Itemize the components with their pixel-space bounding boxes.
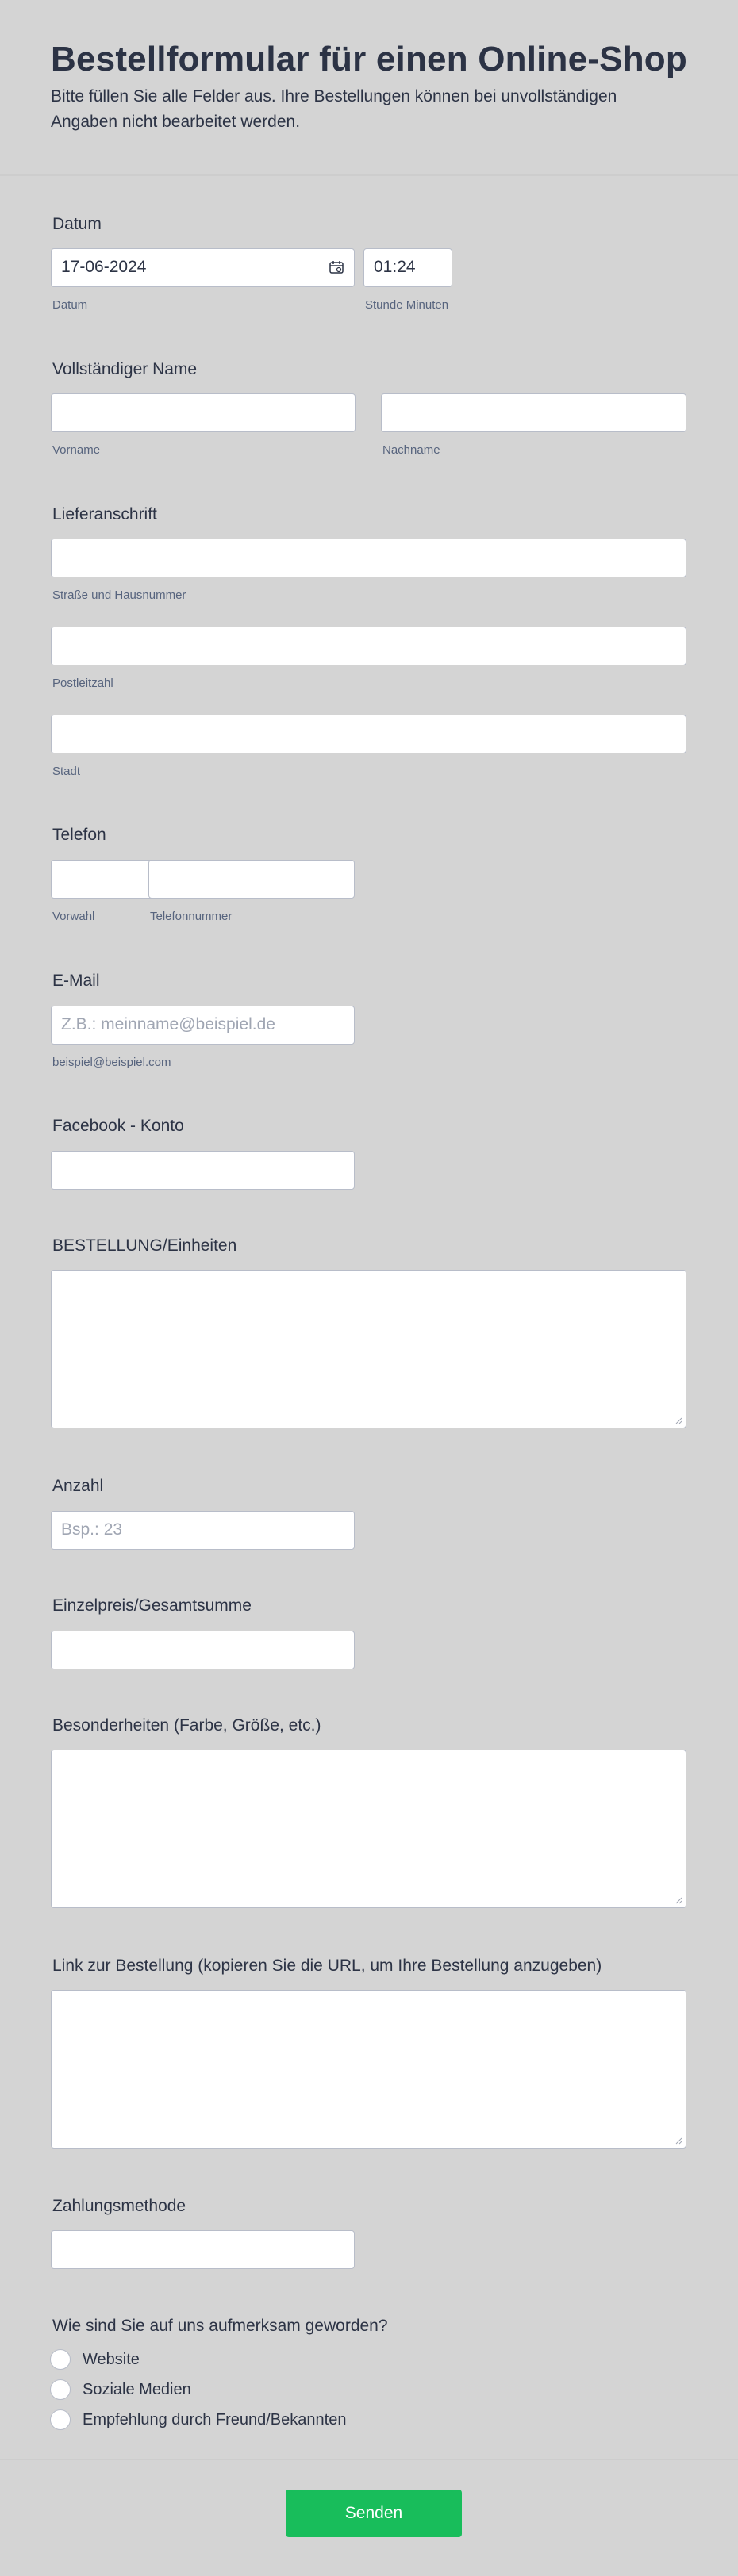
- quantity-placeholder: Bsp.: 23: [61, 1520, 123, 1539]
- time-input[interactable]: [363, 248, 452, 287]
- price-label: Einzelpreis/Gesamtsumme: [52, 1597, 252, 1615]
- referral-option-social-media[interactable]: [50, 2379, 191, 2400]
- link-textarea[interactable]: [51, 1990, 686, 2149]
- email-sublabel: beispiel@beispiel.com: [52, 1056, 171, 1069]
- radio-label: Soziale Medien: [83, 2380, 191, 2398]
- details-label: Besonderheiten (Farbe, Größe, etc.): [52, 1716, 321, 1735]
- quantity-label: Anzahl: [52, 1477, 104, 1495]
- email-placeholder: Z.B.: meinname@beispiel.de: [61, 1015, 275, 1033]
- area-code-sublabel: Vorwahl: [52, 910, 95, 923]
- radio-label: Empfehlung durch Freund/Bekannten: [83, 2410, 347, 2428]
- form-title: Bestellformular für einen Online-Shop: [51, 40, 687, 79]
- form-subtitle: Bitte füllen Sie alle Felder aus. Ihre Bestellungen können bei unvollständigen Angaben nicht bearbeitet werden.: [51, 87, 617, 131]
- quantity-input[interactable]: [51, 1511, 355, 1550]
- price-input[interactable]: [51, 1631, 355, 1669]
- facebook-label: Facebook - Konto: [52, 1117, 184, 1135]
- resize-grip-icon[interactable]: [675, 1416, 682, 1424]
- email-input[interactable]: [51, 1006, 355, 1045]
- last-name-input[interactable]: [381, 393, 686, 432]
- referral-option-friend[interactable]: [50, 2409, 346, 2430]
- radio-label: Website: [83, 2350, 140, 2368]
- referral-label: Wie sind Sie auf uns aufmerksam geworden?: [52, 2317, 388, 2335]
- payment-label: Zahlungsmethode: [52, 2197, 186, 2215]
- details-textarea[interactable]: [51, 1750, 686, 1908]
- phone-number-input[interactable]: [148, 860, 355, 899]
- date-sublabel: Datum: [52, 298, 88, 312]
- zip-input[interactable]: [51, 627, 686, 665]
- zip-sublabel: Postleitzahl: [52, 677, 113, 690]
- email-label: E-Mail: [52, 972, 100, 990]
- date-value: 17-06-2024: [61, 258, 147, 276]
- header-divider: [0, 174, 738, 176]
- facebook-input[interactable]: [51, 1151, 355, 1190]
- date-input[interactable]: [51, 248, 355, 287]
- phone-label: Telefon: [52, 826, 106, 844]
- first-name-input[interactable]: [51, 393, 356, 432]
- order-textarea[interactable]: [51, 1270, 686, 1428]
- phone-number-sublabel: Telefonnummer: [150, 910, 233, 923]
- radio-button[interactable]: [50, 2349, 71, 2370]
- order-label: BESTELLUNG/Einheiten: [52, 1236, 237, 1255]
- time-sublabel: Stunde Minuten: [365, 298, 449, 312]
- resize-grip-icon[interactable]: [675, 2137, 682, 2145]
- last-name-sublabel: Nachname: [382, 443, 440, 457]
- resize-grip-icon[interactable]: [675, 1896, 682, 1904]
- street-input[interactable]: [51, 539, 686, 577]
- link-label: Link zur Bestellung (kopieren Sie die URL, um Ihre Bestellung anzugeben): [52, 1957, 602, 1975]
- city-input[interactable]: [51, 715, 686, 753]
- referral-option-website[interactable]: [50, 2349, 140, 2370]
- address-label: Lieferanschrift: [52, 505, 157, 523]
- street-sublabel: Straße und Hausnummer: [52, 588, 186, 602]
- city-sublabel: Stadt: [52, 765, 81, 778]
- radio-button[interactable]: [50, 2409, 71, 2430]
- radio-button[interactable]: [50, 2379, 71, 2400]
- payment-input[interactable]: [51, 2230, 355, 2269]
- name-label: Vollständiger Name: [52, 360, 198, 378]
- calendar-icon[interactable]: [329, 259, 344, 275]
- footer-divider: [0, 2459, 738, 2460]
- date-label: Datum: [52, 215, 102, 233]
- submit-button[interactable]: Senden: [286, 2490, 462, 2537]
- first-name-sublabel: Vorname: [52, 443, 101, 457]
- time-value: 01:24: [374, 258, 416, 276]
